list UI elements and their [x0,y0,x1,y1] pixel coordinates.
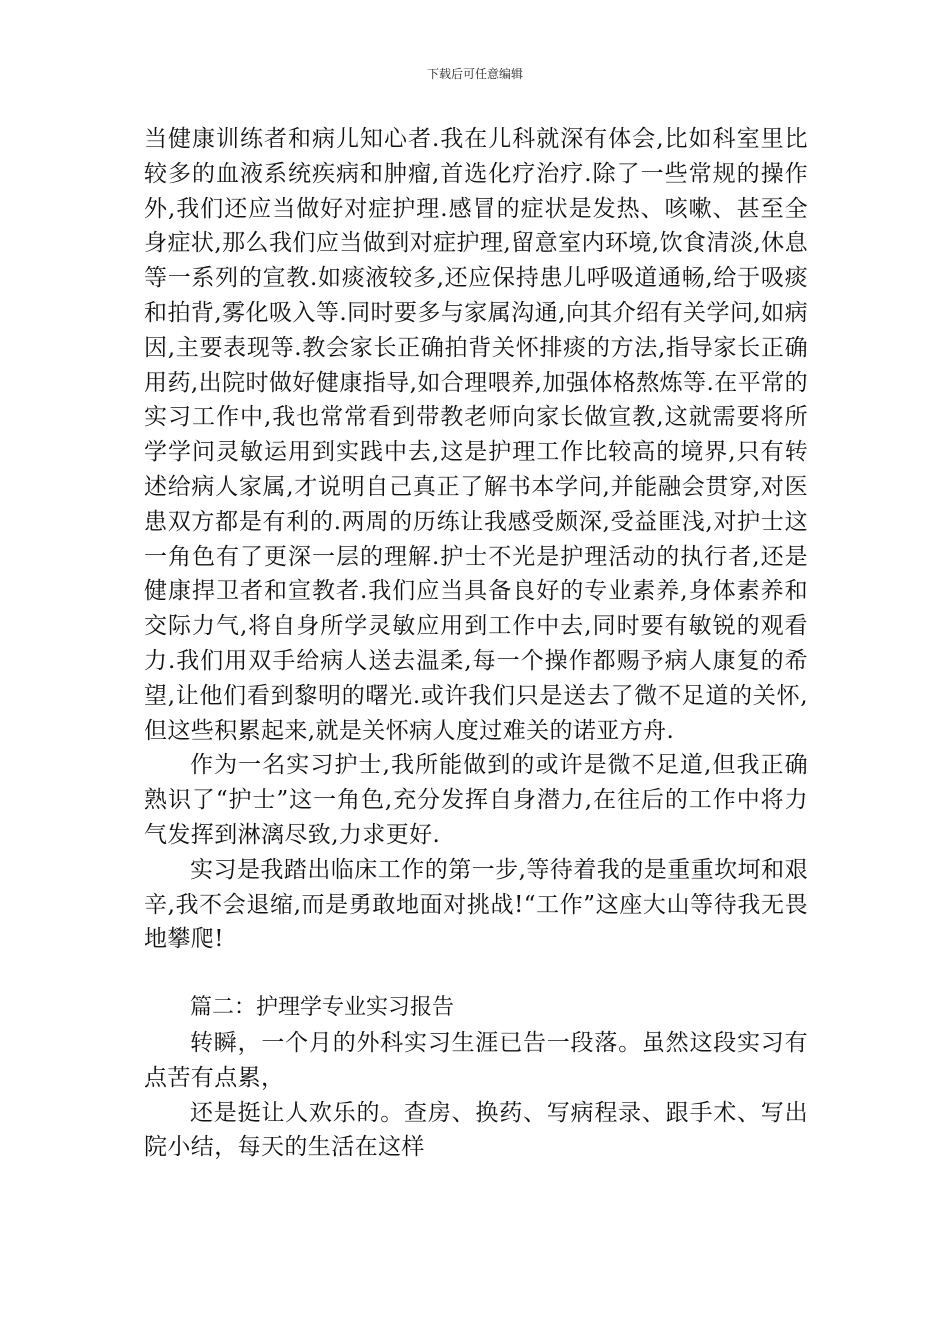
section-title: 篇二：护理学专业实习报告 [190,995,455,1021]
page-header: 下载后可任意编辑 [426,67,523,81]
section-spacer [144,957,808,991]
section-paragraph-1: 转瞬，一个月的外科实习生涯已告一段落。虽然这段实习有点苦有点累， [144,1029,808,1091]
paragraph-3: 实习是我踏出临床工作的第一步,等待着我的是重重坎坷和艰辛,我不会退缩,而是勇敢地面对挑战!“工作”这座大山等待我无畏地攀爬! [144,856,808,953]
document-body [144,122,808,1165]
section-paragraph-2: 还是挺让人欢乐的。查房、换药、写病程录、跟手术、写出院小结，每天的生活在这样 [144,1099,808,1161]
paragraph-1: 当健康训练者和病儿知心者.我在儿科就深有体会,比如科室里比较多的血液系统疾病和肿瘤,首选化疗治疗.除了一些常规的操作外,我们还应当做好对症护理.感冒的症状是发热、咳嗽、甚至全身症状,那么我们应当做到对症护理,留意室内环境,饮食清淡,休息等一系列的宣教.如痰液较多,还应保持患儿呼吸道通畅,给于吸痰和拍背,雾化吸入等.同时要多与家属沟通,向其介绍有关学问,如病因,主要表现等.教会家长正确拍背关怀排痰的方法,指导家长正确用药,出院时做好健康指导,如合理喂养,加强体格熬炼等.在平常的实习工作中,我也常常看到带教老师向家长做宣教,这就需要将所学学问灵敏运用到实践中去,这是护理工作比较高的境界,只有转述给病人家属,才说明自己真正了解书本学问,并能融会贯穿,对医患双方都是有利的.两周的历练让我感受颇深,受益匪浅,对护士这一角色有了更深一层的理解.护士不光是护理活动的执行者,还是健康捍卫者和宣教者.我们应当具备良好的专业素养,身体素养和交际力气,将自身所学灵敏应用到工作中去,同时要有敏锐的观看力.我们用双手给病人送去温柔,每一个操作都赐予病人康复的希望,让他们看到黎明的曙光.或许我们只是送去了微不足道的关怀,但这些积累起来,就是关怀病人度过难关的诺亚方舟. [144,126,808,744]
paragraph-2: 作为一名实习护士,我所能做到的或许是微不足道,但我正确熟识了“护士”这一角色,充分发挥自身潜力,在往后的工作中将力气发挥到淋漓尽致,力求更好. [144,752,809,848]
